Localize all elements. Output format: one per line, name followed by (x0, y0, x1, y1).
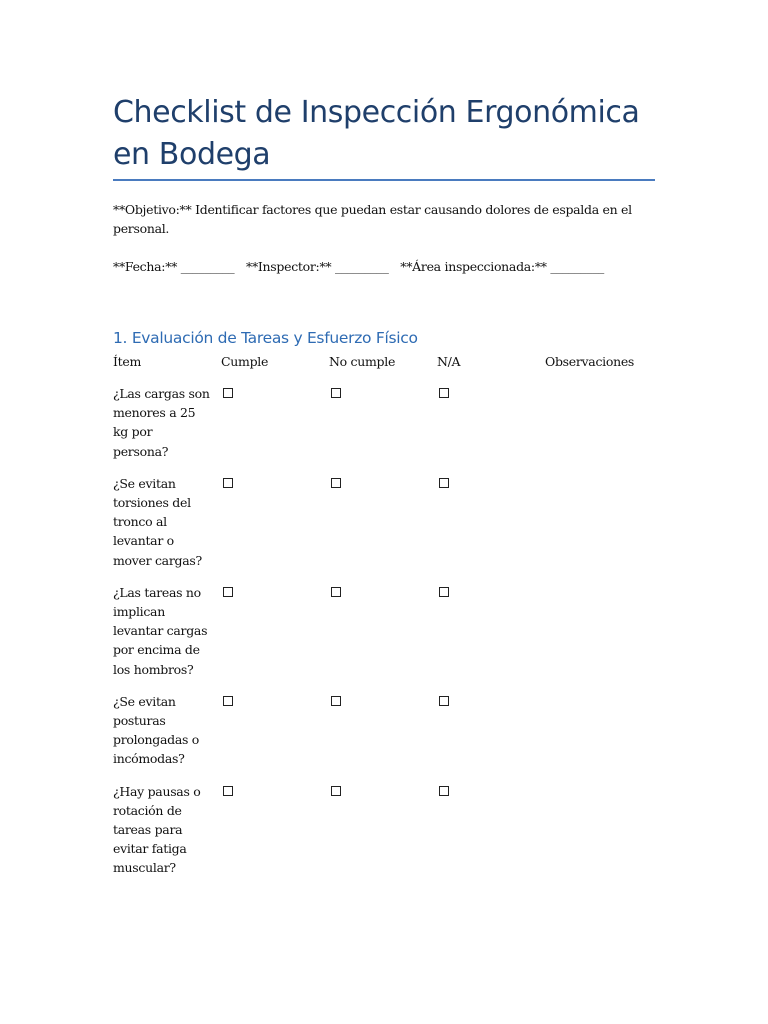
table-row (113, 782, 655, 891)
column-header-cumple: Cumple (221, 354, 269, 369)
checklist-table (113, 352, 655, 891)
title-underline (113, 179, 655, 181)
no-cumple-checkbox[interactable] (331, 786, 341, 796)
column-header-observaciones: Observaciones (545, 354, 635, 369)
item-text: ¿Las cargas son menores a 25 kg por persona? (113, 386, 210, 459)
cumple-checkbox[interactable] (223, 587, 233, 597)
no-cumple-checkbox[interactable] (331, 478, 341, 488)
cumple-checkbox[interactable] (223, 388, 233, 398)
na-checkbox[interactable] (439, 388, 449, 398)
section-heading-1: 1. Evaluación de Tareas y Esfuerzo Físico (113, 329, 418, 347)
inspector-field[interactable]: **Inspector:** _________ (246, 259, 389, 274)
observaciones-cell[interactable] (545, 692, 655, 782)
na-checkbox[interactable] (439, 786, 449, 796)
no-cumple-checkbox[interactable] (331, 696, 341, 706)
fecha-field[interactable]: **Fecha:** _________ (113, 259, 235, 274)
na-checkbox[interactable] (439, 696, 449, 706)
table-header-row (113, 352, 655, 384)
table-row (113, 692, 655, 782)
item-text: ¿Hay pausas o rotación de tareas para evitar fatiga muscular? (113, 783, 201, 876)
item-text: ¿Se evitan posturas prolongadas o incómodas? (113, 693, 199, 767)
item-text: ¿Se evitan torsiones del tronco al levantar o mover cargas? (113, 475, 202, 568)
document-title: Checklist de Inspección Ergonómica en Bodega (113, 95, 640, 172)
no-cumple-checkbox[interactable] (331, 587, 341, 597)
no-cumple-checkbox[interactable] (331, 388, 341, 398)
observaciones-cell[interactable] (545, 384, 655, 474)
table-row (113, 474, 655, 583)
table-row (113, 583, 655, 692)
observaciones-cell[interactable] (545, 474, 655, 583)
column-header-na: N/A (437, 354, 461, 369)
cumple-checkbox[interactable] (223, 696, 233, 706)
meta-line (113, 257, 673, 276)
na-checkbox[interactable] (439, 478, 449, 488)
objective-text: **Objetivo:** Identificar factores que puedan estar causando dolores de espalda en el personal. (113, 202, 632, 236)
observaciones-cell[interactable] (545, 583, 655, 692)
cumple-checkbox[interactable] (223, 786, 233, 796)
column-header-item: Ítem (113, 354, 142, 369)
item-text: ¿Las tareas no implican levantar cargas por encima de los hombros? (113, 584, 208, 677)
cumple-checkbox[interactable] (223, 478, 233, 488)
na-checkbox[interactable] (439, 587, 449, 597)
observaciones-cell[interactable] (545, 782, 655, 891)
column-header-no-cumple: No cumple (329, 354, 396, 369)
area-field[interactable]: **Área inspeccionada:** _________ (400, 259, 604, 274)
table-row (113, 384, 655, 474)
